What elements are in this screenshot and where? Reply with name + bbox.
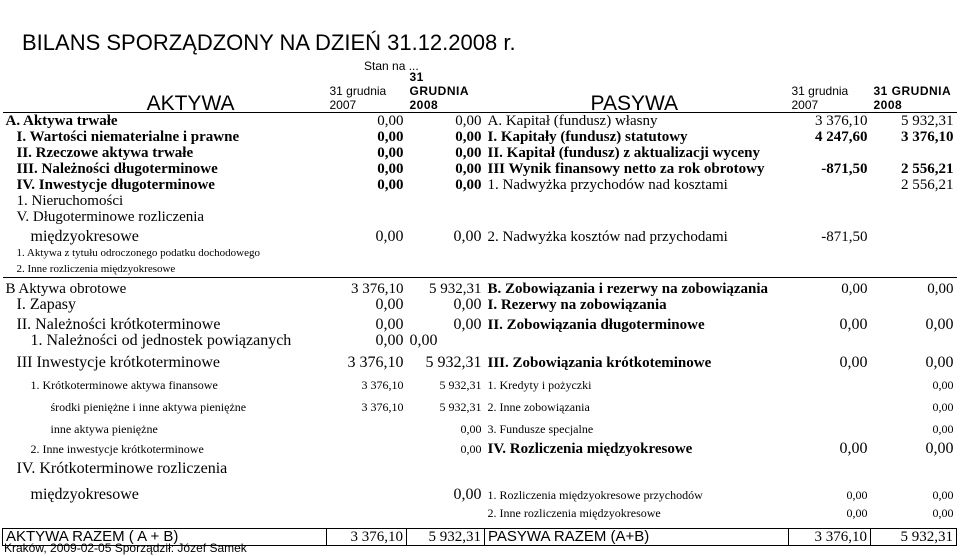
row-label: II. Kapitał (fundusz) z aktualizacji wyceny <box>487 145 761 161</box>
row-value: 0,00 <box>932 421 954 436</box>
row-value <box>789 371 871 393</box>
aktywa-total-2008: 5 932,31 <box>407 529 485 546</box>
row-value: 3 376,10 <box>327 278 407 297</box>
row-label: IV. Krótkoterminowe rozliczenia <box>16 459 228 477</box>
row-value: 3 376,10 <box>347 353 404 371</box>
row-label: I. Kapitały (fundusz) statutowy <box>487 129 688 145</box>
row-value <box>871 297 957 313</box>
row-label: IV. Inwestycje długoterminowe <box>16 177 215 193</box>
row-value: 0,00 <box>789 278 871 297</box>
row-value: 0,00 <box>455 161 482 177</box>
row-value: 0,00 <box>846 505 868 520</box>
table-row <box>3 437 957 457</box>
row-value: 0,00 <box>839 439 868 457</box>
row-value: 0,00 <box>409 332 438 349</box>
table-row <box>3 313 957 333</box>
row-label: 1. Nieruchomości <box>16 193 124 209</box>
table-row <box>3 161 957 177</box>
row-label: inne aktywa pieniężne <box>50 421 158 436</box>
row-value: 0,00 <box>925 315 954 333</box>
pasywa-total-2008: 5 932,31 <box>871 529 957 546</box>
pasywa-total-label: PASYWA RAZEM (A+B) <box>485 529 789 546</box>
row-label: II. Rzeczowe aktywa trwałe <box>16 145 194 161</box>
row-value: 0,00 <box>846 487 868 502</box>
row-label: środki pieniężne i inne aktywa pieniężne <box>50 399 247 414</box>
table-row <box>3 113 957 130</box>
table-row <box>3 393 957 415</box>
row-label: A. Kapitał (fundusz) własny <box>487 113 658 129</box>
table-row <box>3 503 957 521</box>
row-label: 2. Inne rozliczenia międzyokresowe <box>487 505 661 520</box>
row-value <box>327 437 407 457</box>
row-value: 0,00 <box>453 315 482 333</box>
row-value: 0,00 <box>925 353 954 371</box>
row-label: międzyokresowe <box>30 485 139 503</box>
row-label: B. Zobowiązania i rezerwy na zobowiązania <box>485 278 789 297</box>
row-value: 0,00 <box>932 505 954 520</box>
row-value: 0,00 <box>377 113 404 129</box>
row-value: 0,00 <box>377 145 404 161</box>
row-value: 3 376,10 <box>901 129 954 145</box>
row-label: III. Należności długoterminowe <box>16 161 218 177</box>
row-label: 1. Kredyty i pożyczki <box>487 377 592 392</box>
row-label: A. Aktywa trwałe <box>5 113 118 129</box>
table-row <box>3 193 957 209</box>
row-value: 0,00 <box>377 129 404 145</box>
row-value: 0,00 <box>460 421 482 436</box>
row-label: 1. Nadwyżka przychodów nad kosztami <box>487 177 728 193</box>
table-row <box>3 145 957 161</box>
row-value: 0,00 <box>377 161 404 177</box>
row-value <box>871 145 957 161</box>
row-label: 2. Inne inwestycje krótkoterminowe <box>30 441 204 456</box>
row-value: 0,00 <box>375 228 404 245</box>
row-label: 2. Nadwyżka kosztów nad przychodami <box>487 229 728 245</box>
table-row <box>3 129 957 145</box>
row-value: 0,00 <box>453 485 482 503</box>
aktywa-header: AKTYWA <box>3 70 327 113</box>
row-value: 0,00 <box>375 315 404 333</box>
footer-signature: Kraków, 2009-02-05 Sporządził: Józef Samek <box>4 541 247 555</box>
row-value: 0,00 <box>455 177 482 193</box>
table-row <box>3 209 957 225</box>
row-value: 3 376,10 <box>815 113 868 129</box>
row-value: 0,00 <box>375 296 404 313</box>
row-value: 3 376,10 <box>361 377 404 392</box>
header-row <box>3 70 957 113</box>
row-value: 0,00 <box>455 145 482 161</box>
table-row <box>3 333 957 349</box>
row-value <box>871 225 957 245</box>
row-label: I. Rezerwy na zobowiązania <box>487 296 667 313</box>
row-value <box>789 145 871 161</box>
row-value: 5 932,31 <box>407 278 485 297</box>
row-value: 0,00 <box>375 332 404 349</box>
row-value: 5 932,31 <box>901 113 954 129</box>
row-value: -871,50 <box>821 229 868 245</box>
row-label: III Inwestycje krótkoterminowe <box>16 353 220 371</box>
row-label: III Wynik finansowy netto za rok obrotowy <box>487 161 765 177</box>
row-label: 1. Krótkoterminowe aktywa finansowe <box>30 377 218 392</box>
aktywa-total-2007: 3 376,10 <box>327 529 407 546</box>
table-row <box>3 477 957 503</box>
row-value <box>789 297 871 313</box>
row-value <box>327 477 407 503</box>
table-row <box>3 371 957 393</box>
row-value: 5 932,31 <box>439 377 482 392</box>
row-value: 0,00 <box>925 439 954 457</box>
row-value: -871,50 <box>821 161 868 177</box>
row-value <box>789 393 871 415</box>
row-label: 1. Rozliczenia międzyokresowe przychodów <box>487 487 703 502</box>
row-value: 0,00 <box>839 315 868 333</box>
table-row <box>3 261 957 278</box>
aktywa-total-label: AKTYWA RAZEM ( A + B) <box>3 529 327 546</box>
table-row <box>3 349 957 371</box>
row-value: 4 247,60 <box>815 129 868 145</box>
table-row <box>3 415 957 437</box>
row-value: 0,00 <box>453 228 482 245</box>
row-label: V. Długoterminowe rozliczenia <box>16 209 205 225</box>
row-label: IV. Rozliczenia międzyokresowe <box>487 440 693 457</box>
row-value: 0,00 <box>839 353 868 371</box>
stan-na-label: Stan na ... <box>364 59 419 73</box>
row-label: 1. Należności od jednostek powiązanych <box>30 332 292 349</box>
row-value: 5 932,31 <box>425 353 482 371</box>
pasywa-total-2007: 3 376,10 <box>789 529 871 546</box>
page-title: BILANS SPORZĄDZONY NA DZIEŃ 31.12.2008 r. <box>22 30 516 55</box>
row-value: 0,00 <box>460 441 482 456</box>
row-label: międzyokresowe <box>30 228 139 245</box>
row-value: 0,00 <box>377 177 404 193</box>
aktywa-col-2007: 31 grudnia 2007 <box>327 70 407 113</box>
aktywa-col-2008: 31 GRUDNIA 2008 <box>407 70 485 113</box>
row-value: 0,00 <box>932 399 954 414</box>
table-row <box>3 297 957 313</box>
table-row <box>3 177 957 193</box>
table-row <box>3 225 957 245</box>
row-value: 0,00 <box>932 487 954 502</box>
row-value: 2 556,21 <box>901 177 954 193</box>
table-row <box>3 278 957 297</box>
pasywa-col-2007: 31 grudnia 2007 <box>789 70 871 113</box>
row-label: 2. Inne zobowiązania <box>487 399 590 414</box>
row-label: B Aktywa obrotowe <box>3 278 327 297</box>
row-value: 2 556,21 <box>901 161 954 177</box>
row-label: I. Wartości niematerialne i prawne <box>16 129 240 145</box>
table-row <box>3 245 957 261</box>
table-row <box>3 457 957 477</box>
row-label: 3. Fundusze specjalne <box>487 421 594 436</box>
pasywa-header: PASYWA <box>485 70 789 113</box>
row-value <box>789 177 871 193</box>
row-value: 0,00 <box>455 129 482 145</box>
row-value: 0,00 <box>453 296 482 313</box>
row-label: III. Zobowiązania krótkoteminowe <box>487 354 712 371</box>
row-value: 0,00 <box>455 113 482 129</box>
row-label: II. Należności krótkoterminowe <box>16 315 221 333</box>
row-value: 3 376,10 <box>361 399 404 414</box>
row-label: II. Zobowiązania długoterminowe <box>487 316 705 333</box>
row-value: 0,00 <box>932 377 954 392</box>
pasywa-col-2008: 31 GRUDNIA 2008 <box>871 70 957 113</box>
balance-sheet-table <box>2 70 957 546</box>
row-label: I. Zapasy <box>16 296 77 313</box>
row-value: 5 932,31 <box>439 399 482 414</box>
row-label: 2. Inne rozliczenia międzyokresowe <box>16 263 176 275</box>
row-value <box>789 415 871 437</box>
row-value: 0,00 <box>871 278 957 297</box>
row-label: 1. Aktywa z tytułu odroczonego podatku dochodowego <box>16 247 260 259</box>
row-value <box>327 415 407 437</box>
